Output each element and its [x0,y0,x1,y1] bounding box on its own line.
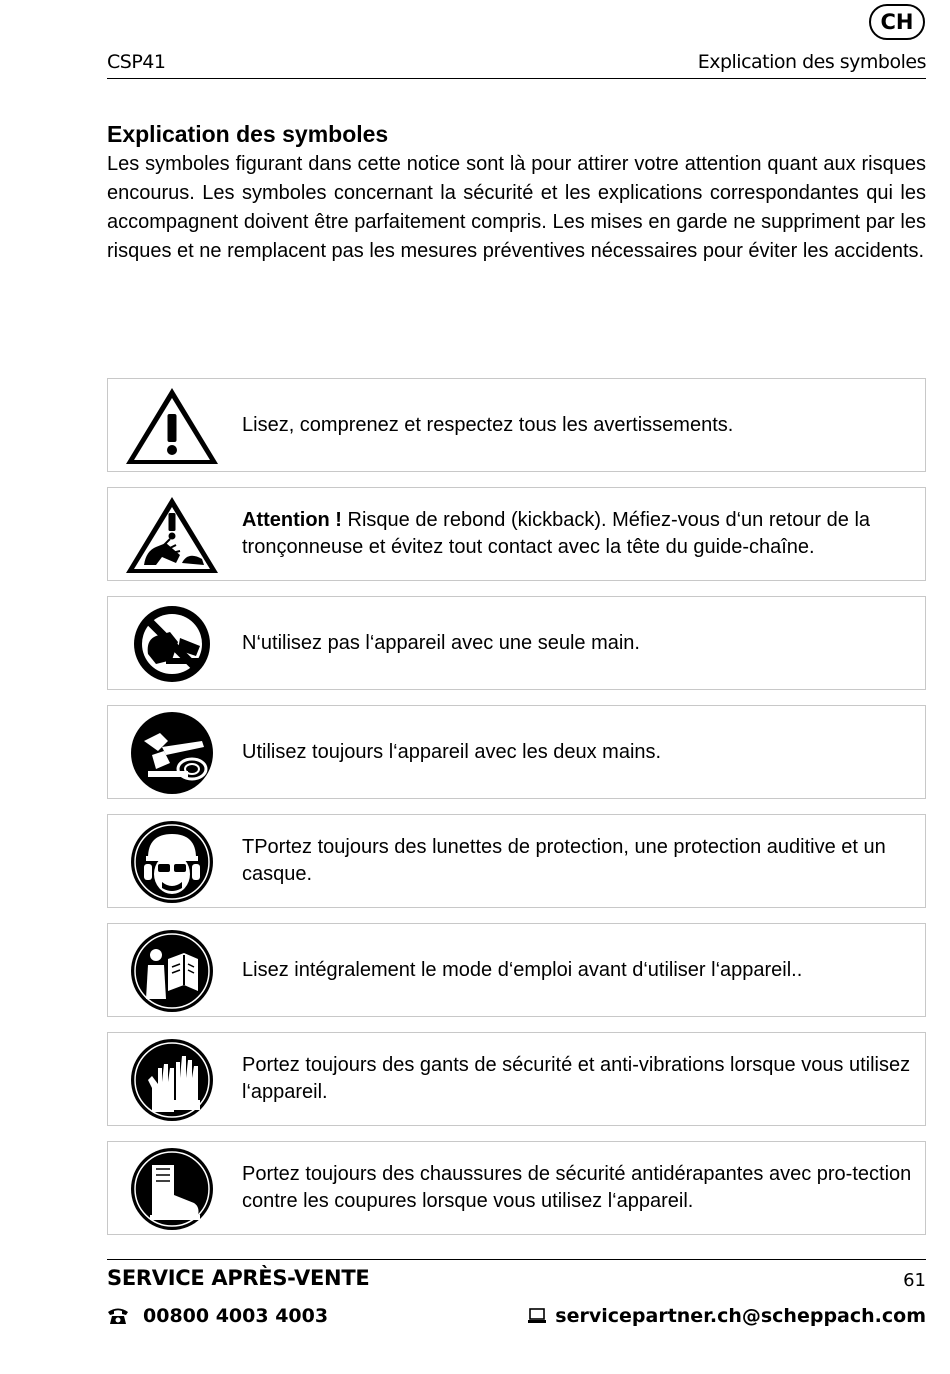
service-email [527,1305,926,1327]
symbol-row-kickback [107,487,926,581]
kickback-warning-icon [122,493,222,577]
symbol-text: N‘utilisez pas l‘appareil avec une seule main. [242,631,640,654]
no-one-hand-use-icon [122,602,222,686]
header-divider [107,78,926,79]
service-heading: SERVICE APRÈS-VENTE [107,1266,370,1290]
symbol-row-head-protection [107,814,926,908]
symbol-text: Lisez, comprenez et respectez tous les avertissements. [242,413,734,436]
safety-gloves-icon [122,1038,222,1122]
phone-icon [107,1306,129,1326]
symbol-row-warnings [107,378,926,472]
warning-triangle-icon [122,384,222,468]
two-hands-use-icon [122,711,222,795]
phone-number: 00800 4003 4003 [143,1305,329,1327]
page-number: 61 [903,1270,926,1291]
page-title: Explication des symboles [107,121,389,147]
attention-label: Attention ! [242,509,342,531]
header-section-title: Explication des symboles [697,51,926,73]
symbol-row-two-hands [107,705,926,799]
country-badge [869,4,925,40]
symbol-text: Utilisez toujours l‘appareil avec les deux mains. [242,740,662,763]
symbol-text: TPortez toujours des lunettes de protection, une protection auditive et un casque. [242,836,886,885]
header-model: CSP41 [107,51,166,73]
footer-divider [107,1259,926,1260]
symbol-row-read-manual [107,923,926,1017]
email-address: servicepartner.ch@scheppach.com [555,1305,926,1327]
read-manual-icon [122,929,222,1013]
symbol-row-boots [107,1141,926,1235]
symbol-text: Risque de rebond (kickback). Méfiez-vous d‘un retour de la tronçonneuse et évitez tout contact avec la tête du guide-chaîne. [242,509,871,558]
symbol-row-gloves [107,1032,926,1126]
symbol-text: Portez toujours des gants de sécurité et anti-vibrations lorsque vous utilisez l‘appareil. [242,1054,911,1103]
computer-icon [527,1307,547,1325]
country-code: CH [880,10,914,34]
symbol-text: Lisez intégralement le mode d‘emploi avant d‘utiliser l‘appareil.. [242,958,803,981]
symbol-row-no-one-hand [107,596,926,690]
service-phone [107,1305,328,1327]
symbol-text: Portez toujours des chaussures de sécurité antidérapantes avec pro-tection contre les coupures lorsque vous utilisez l‘appareil. [242,1163,912,1212]
head-protection-icon [122,820,222,904]
intro-paragraph: Les symboles figurant dans cette notice sont là pour attirer votre attention quant aux risques encourus. Les symboles concernant la sécurité et les explications correspondantes qui les accompagnent doivent être parfaitement compris. Les mises en garde ne suppriment par les risques et ne remplacent pas les mesures préventives nécessaires pour éviter les accidents. [107,153,926,262]
safety-boots-icon [122,1147,222,1231]
